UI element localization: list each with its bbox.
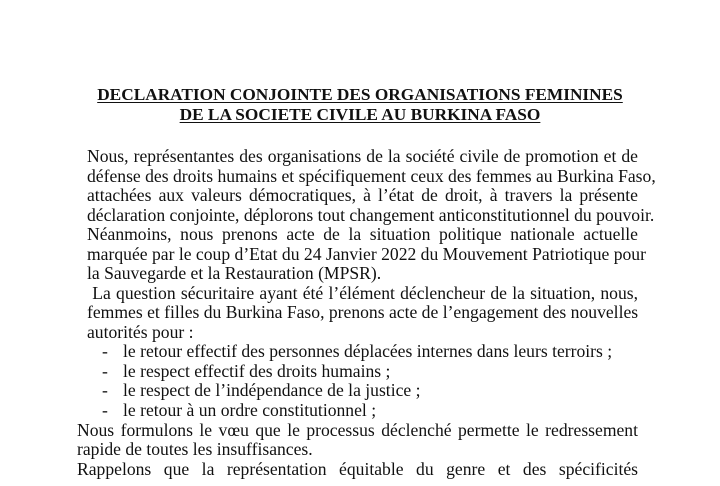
paragraph-line: femmes et filles du Burkina Faso, prenons acte de l’engagement des nouvelles [87,302,639,322]
paragraph-line: Néanmoins, nous prenons acte de la situation politique nationale actuelle [87,224,638,244]
paragraph-line: rapide de toutes les insuffisances. [77,439,313,459]
paragraph-line: Rappelons que la représentation équitable du genre et des spécificités [77,459,638,479]
bullet-text: le respect de l’indépendance de la justice ; [123,380,421,400]
document-title-line-2: DE LA SOCIETE CIVILE AU BURKINA FASO [179,105,541,124]
bullet-text: le retour effectif des personnes déplacées internes dans leurs terroirs ; [123,341,613,361]
bullet-dash: - [102,380,108,400]
paragraph-line: la Sauvegarde et la Restauration (MPSR). [87,263,382,283]
bullet-dash: - [102,400,108,420]
bullet-text: le respect effectif des droits humains ; [123,361,391,381]
bullet-dash: - [102,361,108,381]
paragraph-line: La question sécuritaire ayant été l’élément déclencheur de la situation, nous, [87,283,638,303]
paragraph-line: autorités pour : [87,322,194,342]
paragraph-line: marquée par le coup d’Etat du 24 Janvier 2022 du Mouvement Patriotique pour [87,244,646,264]
bullet-text: le retour à un ordre constitutionnel ; [123,400,377,420]
paragraph-line: Nous, représentantes des organisations de la société civile de promotion et de [87,146,638,166]
paragraph-line: défense des droits humains et spécifiquement ceux des femmes au Burkina Faso, [87,166,656,186]
bullet-dash: - [102,341,108,361]
document-title-line-1: DECLARATION CONJOINTE DES ORGANISATIONS FEMININES [97,85,623,104]
paragraph-line: déclaration conjointe, déplorons tout changement anticonstitutionnel du pouvoir. [87,205,655,225]
paragraph-line: Nous formulons le vœu que le processus déclenché permette le redressement [77,420,638,440]
paragraph-line: attachées aux valeurs démocratiques, à l’état de droit, à travers la présente [87,185,638,205]
